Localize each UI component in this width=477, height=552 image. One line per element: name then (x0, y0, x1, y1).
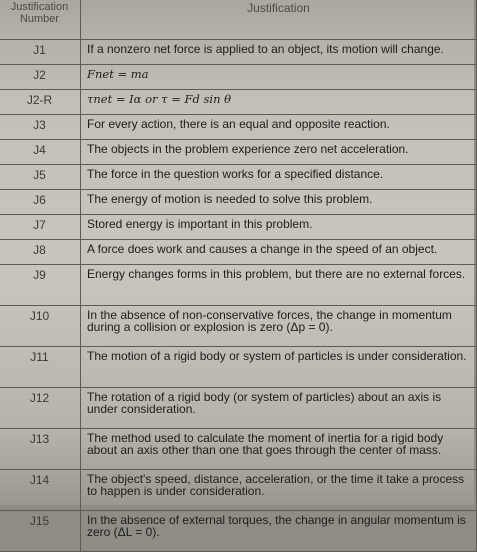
row-text: The energy of motion is needed to solve this problem. (81, 190, 477, 215)
table-row (0, 240, 477, 265)
row-text: If a nonzero net force is applied to an object, its motion will change. (81, 40, 477, 65)
table-row (0, 215, 477, 240)
header-justification-number: Justification Number (0, 0, 81, 40)
row-text: The objects in the problem experience zero net acceleration. (81, 140, 477, 165)
table-row (0, 65, 477, 90)
row-text: Energy changes forms in this problem, but there are no external forces. (81, 265, 477, 306)
table-header-row (0, 0, 477, 40)
row-id: J15 (0, 511, 81, 552)
row-text: Fnet = ma (81, 65, 477, 90)
row-text: The motion of a rigid body or system of particles is under consideration. (81, 347, 477, 388)
row-text: Stored energy is important in this problem. (81, 215, 477, 240)
row-id: J5 (0, 165, 81, 190)
table-row (0, 90, 477, 115)
row-id: J14 (0, 470, 81, 511)
table-row (0, 306, 477, 347)
row-id: J1 (0, 40, 81, 65)
row-id: J10 (0, 306, 81, 347)
row-id: J3 (0, 115, 81, 140)
row-text: In the absence of external torques, the change in angular momentum is zero (ΔL = 0). (81, 511, 477, 552)
table-row (0, 165, 477, 190)
row-text: The method used to calculate the moment of inertia for a rigid body about an axis other than one that goes through the center of mass. (81, 429, 477, 470)
table-row (0, 511, 477, 552)
row-text: The rotation of a rigid body (or system of particles) about an axis is under consideration. (81, 388, 477, 429)
row-text: For every action, there is an equal and opposite reaction. (81, 115, 477, 140)
table-row (0, 265, 477, 306)
row-text: τnet = Iα or τ = Fd sin θ (81, 90, 477, 115)
table-row (0, 140, 477, 165)
row-text: A force does work and causes a change in the speed of an object. (81, 240, 477, 265)
row-id: J7 (0, 215, 81, 240)
table-row (0, 190, 477, 215)
row-id: J9 (0, 265, 81, 306)
row-id: J8 (0, 240, 81, 265)
row-id: J2 (0, 65, 81, 90)
row-id: J11 (0, 347, 81, 388)
table-row (0, 470, 477, 511)
row-text: The force in the question works for a specified distance. (81, 165, 477, 190)
row-id: J6 (0, 190, 81, 215)
row-id: J12 (0, 388, 81, 429)
row-id: J13 (0, 429, 81, 470)
table-row (0, 347, 477, 388)
row-id: J2-R (0, 90, 81, 115)
table-row (0, 40, 477, 65)
header-justification: Justification (81, 0, 477, 40)
table-row (0, 115, 477, 140)
row-text: In the absence of non-conservative forces, the change in momentum during a collision or explosion is zero (Δp = 0). (81, 306, 477, 347)
row-id: J4 (0, 140, 81, 165)
row-text: The object's speed, distance, acceleration, or the time it take a process to happen is under consideration. (81, 470, 477, 511)
table-row (0, 429, 477, 470)
table-row (0, 388, 477, 429)
